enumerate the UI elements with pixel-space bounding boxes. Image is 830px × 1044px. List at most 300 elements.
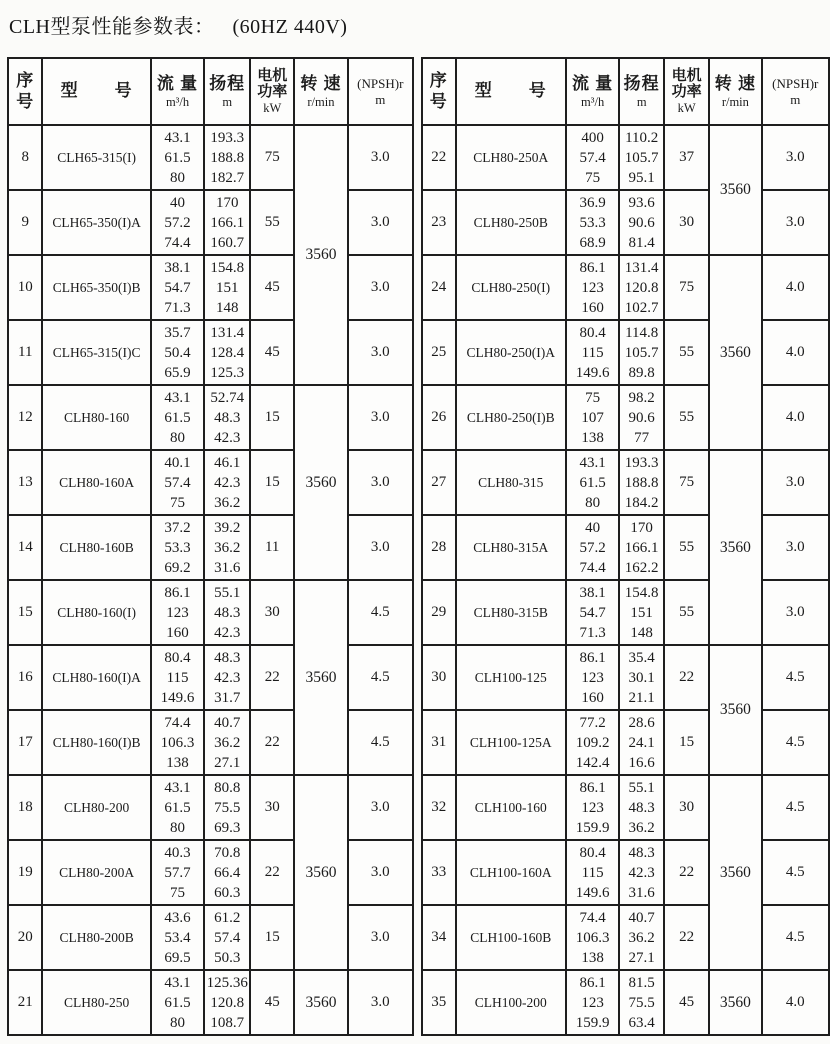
col-header-power-unit: kW [677,100,696,115]
head-cell-line: 120.8 [624,279,659,296]
head-cell-line: 40.7 [628,909,655,926]
head-cell-line: 48.3 [628,844,655,861]
flow-cell-line: 71.3 [579,624,606,641]
speed-cell: 3560 [294,385,347,580]
speed-cell: 3560 [709,255,761,450]
col-header-index-top: 序 [16,71,35,91]
col-header-power [664,58,709,125]
flow-cell-line: 86.1 [579,259,606,276]
head-cell-line: 160.7 [210,234,245,251]
model-cell: CLH100-160B [456,905,566,970]
power-cell: 75 [250,125,294,190]
model-cell: CLH65-315(I) [42,125,150,190]
flow-cell-line: 138 [581,429,604,446]
power-cell: 55 [664,320,709,385]
table-row [8,125,413,190]
npsh-cell: 4.5 [762,775,829,840]
npsh-cell: 3.0 [762,515,829,580]
col-header-speed-unit: r/min [307,94,335,109]
power-cell: 30 [250,580,294,645]
flow-cell [151,320,204,385]
head-cell-line: 184.2 [624,494,659,511]
head-cell-line: 81.4 [628,234,655,251]
row-number-cell: 17 [8,710,42,775]
flow-cell [566,385,619,450]
head-cell [204,775,250,840]
flow-cell [566,320,619,385]
flow-cell-line: 53.3 [579,214,606,231]
col-header-index [422,58,456,125]
table-row [8,450,413,515]
flow-cell-line: 43.1 [164,129,191,146]
model-cell: CLH100-125A [456,710,566,775]
head-cell [619,580,664,645]
table-row [8,970,413,1035]
table-row [8,710,413,775]
table-row [8,515,413,580]
head-cell-line: 31.6 [628,884,655,901]
head-cell-line: 131.4 [210,324,245,341]
head-cell [204,320,250,385]
col-header-npsh-unit: m [375,91,386,107]
flow-cell [151,905,204,970]
row-number-cell: 13 [8,450,42,515]
power-cell: 15 [250,450,294,515]
speed-cell: 3560 [709,450,761,645]
head-cell [619,775,664,840]
model-cell: CLH100-125 [456,645,566,710]
table-row [422,710,829,775]
npsh-cell: 4.0 [762,970,829,1035]
model-cell: CLH80-250(I) [456,255,566,320]
head-cell-line: 188.8 [210,149,245,166]
table-row [422,190,829,255]
left-table [7,57,414,1036]
power-cell: 30 [250,775,294,840]
row-number-cell: 9 [8,190,42,255]
head-cell-line: 28.6 [628,714,655,731]
flow-cell-line: 43.1 [164,974,191,991]
npsh-cell: 4.0 [762,320,829,385]
row-number-cell: 30 [422,645,456,710]
head-cell-line: 170 [630,519,653,536]
flow-cell-line: 68.9 [579,234,606,251]
head-cell-line: 170 [215,194,239,211]
head-cell [619,320,664,385]
head-cell-line: 27.1 [214,754,241,771]
flow-cell-line: 43.6 [164,909,191,926]
npsh-cell: 3.0 [762,125,829,190]
flow-cell [566,710,619,775]
col-header-index-bottom: 号 [429,91,448,111]
head-cell-line: 48.3 [214,604,241,621]
col-header-npsh [762,58,829,125]
flow-cell-line: 65.9 [164,364,191,381]
flow-cell [566,645,619,710]
head-cell [204,905,250,970]
flow-cell-line: 160 [166,624,189,641]
flow-cell [566,125,619,190]
col-header-power [250,58,294,125]
head-cell-line: 75.5 [628,994,655,1011]
head-cell-line: 148 [215,299,239,316]
head-cell-line: 102.7 [624,299,659,316]
head-cell-line: 114.8 [625,324,659,341]
flow-cell [151,775,204,840]
table-row [8,255,413,320]
title-text: CLH型泵性能参数表： [9,16,215,38]
head-cell [619,645,664,710]
model-cell: CLH100-160 [456,775,566,840]
head-cell-line: 95.1 [628,169,655,186]
tables-container [7,57,830,1036]
flow-cell-line: 43.1 [164,389,191,406]
col-header-flow-label: 流 量 [156,74,199,94]
row-number-cell: 27 [422,450,456,515]
flow-cell [566,775,619,840]
head-cell-line: 81.5 [628,974,655,991]
row-number-cell: 11 [8,320,42,385]
head-cell-line: 105.7 [624,344,659,361]
npsh-cell: 4.5 [762,645,829,710]
power-cell: 15 [250,385,294,450]
right-table-body [422,125,829,1035]
flow-cell-line: 149.6 [575,364,610,381]
head-cell-line: 46.1 [214,454,241,471]
model-cell: CLH80-200A [42,840,150,905]
flow-cell-line: 115 [581,344,604,361]
head-cell [204,255,250,320]
row-number-cell: 28 [422,515,456,580]
left-header-row [8,58,413,125]
flow-cell-line: 40.3 [164,844,191,861]
npsh-cell: 4.0 [762,385,829,450]
row-number-cell: 29 [422,580,456,645]
head-cell-line: 48.3 [214,649,241,666]
npsh-cell: 3.0 [348,775,413,840]
head-cell-line: 39.2 [214,519,241,536]
head-cell-line: 131.4 [624,259,659,276]
model-cell: CLH80-160(I)A [42,645,150,710]
head-cell-line: 66.4 [214,864,241,881]
head-cell-line: 21.1 [628,689,655,706]
flow-cell-line: 53.3 [164,539,191,556]
flow-cell-line: 75 [170,884,186,901]
power-cell: 55 [664,385,709,450]
head-cell-line: 193.3 [624,454,659,471]
flow-cell [151,515,204,580]
flow-cell [151,710,204,775]
flow-cell-line: 50.4 [164,344,191,361]
npsh-cell: 4.5 [348,580,413,645]
flow-cell-line: 86.1 [579,779,606,796]
flow-cell-line: 75 [585,389,601,406]
flow-cell-line: 77.2 [579,714,606,731]
flow-cell-line: 142.4 [575,754,610,771]
model-cell: CLH80-315 [456,450,566,515]
npsh-cell: 3.0 [348,385,413,450]
col-header-speed-label: 转 速 [300,74,342,94]
npsh-cell: 3.0 [348,970,413,1035]
head-cell-line: 80.8 [214,779,241,796]
flow-cell-line: 57.7 [164,864,191,881]
flow-cell-line: 74.4 [579,559,606,576]
table-row [422,450,829,515]
flow-cell [151,970,204,1035]
head-cell-line: 69.3 [214,819,241,836]
power-cell: 45 [250,255,294,320]
flow-cell-line: 115 [166,669,189,686]
row-number-cell: 31 [422,710,456,775]
page-title [9,10,830,39]
head-cell-line: 166.1 [624,539,659,556]
flow-cell [566,450,619,515]
flow-cell-line: 75 [585,169,601,186]
head-cell [619,970,664,1035]
table-row [422,125,829,190]
model-cell: CLH65-350(I)B [42,255,150,320]
flow-cell-line: 109.2 [575,734,610,751]
flow-cell-line: 159.9 [575,1014,610,1031]
head-cell-line: 70.8 [214,844,241,861]
power-cell: 22 [250,645,294,710]
head-cell-line: 24.1 [628,734,655,751]
flow-cell-line: 69.2 [164,559,191,576]
row-number-cell: 19 [8,840,42,905]
power-cell: 45 [664,970,709,1035]
flow-cell-line: 37.2 [164,519,191,536]
npsh-cell: 4.0 [762,255,829,320]
head-cell [204,125,250,190]
head-cell-line: 105.7 [624,149,659,166]
row-number-cell: 14 [8,515,42,580]
flow-cell [151,190,204,255]
head-cell-line: 31.7 [214,689,241,706]
head-cell-line: 154.8 [210,259,245,276]
model-cell: CLH80-250B [456,190,566,255]
head-cell [619,255,664,320]
flow-cell-line: 57.2 [579,539,606,556]
table-row [422,320,829,385]
flow-cell-line: 38.1 [164,259,191,276]
flow-cell [566,190,619,255]
col-header-npsh-unit: m [790,91,801,107]
flow-cell-line: 149.6 [575,884,610,901]
head-cell-line: 193.3 [210,129,245,146]
table-row [8,645,413,710]
flow-cell-line: 107 [581,409,604,426]
table-row [422,840,829,905]
head-cell-line: 110.2 [625,129,659,146]
head-cell-line: 148 [630,624,653,641]
head-cell-line: 125.3 [210,364,245,381]
head-cell-line: 35.4 [628,649,655,666]
flow-cell [566,515,619,580]
head-cell-line: 36.2 [214,539,241,556]
head-cell [619,515,664,580]
flow-cell-line: 74.4 [164,714,191,731]
col-header-npsh-label: (NPSH)r [357,75,404,91]
col-header-model: 型 号 [42,58,150,125]
model-cell: CLH100-160A [456,840,566,905]
npsh-cell: 3.0 [762,190,829,255]
head-cell-line: 48.3 [214,409,241,426]
right-table [421,57,830,1036]
table-row [8,320,413,385]
flow-cell [151,125,204,190]
row-number-cell: 35 [422,970,456,1035]
power-cell: 55 [664,515,709,580]
table-row [422,970,829,1035]
flow-cell-line: 75 [170,494,186,511]
flow-cell-line: 80.4 [579,844,606,861]
flow-cell-line: 57.4 [579,149,606,166]
col-header-index-top: 序 [429,71,448,91]
col-header-head [204,58,250,125]
col-header-power-line2: 功率 [671,84,702,101]
model-cell: CLH80-200B [42,905,150,970]
npsh-cell: 3.0 [348,125,413,190]
flow-cell-line: 86.1 [579,974,606,991]
model-cell: CLH80-315A [456,515,566,580]
col-header-flow [566,58,619,125]
flow-cell [566,840,619,905]
head-cell [619,125,664,190]
flow-cell-line: 80 [170,1014,186,1031]
row-number-cell: 15 [8,580,42,645]
head-cell [619,190,664,255]
head-cell-line: 90.6 [628,409,655,426]
head-cell-line: 60.3 [214,884,241,901]
flow-cell-line: 80 [170,819,186,836]
head-cell-line: 63.4 [628,1014,655,1031]
npsh-cell: 3.0 [348,320,413,385]
flow-cell-line: 123 [581,799,604,816]
flow-cell [151,255,204,320]
power-cell: 22 [664,645,709,710]
head-cell-line: 48.3 [628,799,655,816]
head-cell-line: 120.8 [210,994,245,1011]
power-cell: 30 [664,190,709,255]
head-cell [619,840,664,905]
col-header-head-label: 扬程 [623,74,660,94]
flow-cell-line: 38.1 [579,584,606,601]
col-header-flow-unit: m³/h [165,94,190,109]
table-row [422,385,829,450]
flow-cell [566,255,619,320]
table-row [8,385,413,450]
head-cell-line: 36.2 [214,494,241,511]
head-cell-line: 125.36 [206,974,248,991]
head-cell-line: 50.3 [214,949,241,966]
power-cell: 55 [250,190,294,255]
head-cell-line: 151 [215,279,239,296]
head-cell [204,450,250,515]
power-cell: 22 [250,710,294,775]
head-cell [619,385,664,450]
speed-cell: 3560 [709,970,761,1035]
flow-cell [151,385,204,450]
flow-cell-line: 54.7 [579,604,606,621]
power-cell: 11 [250,515,294,580]
speed-cell: 3560 [294,970,347,1035]
power-cell: 45 [250,970,294,1035]
row-number-cell: 20 [8,905,42,970]
col-header-index [8,58,42,125]
flow-cell-line: 138 [581,949,604,966]
model-cell: CLH80-160 [42,385,150,450]
flow-cell-line: 138 [166,754,189,771]
col-header-flow [151,58,204,125]
row-number-cell: 21 [8,970,42,1035]
flow-cell-line: 57.4 [164,474,191,491]
flow-cell-line: 35.7 [164,324,191,341]
head-cell-line: 42.3 [214,669,241,686]
flow-cell-line: 40 [170,194,186,211]
row-number-cell: 26 [422,385,456,450]
col-header-npsh [348,58,413,125]
head-cell-line: 52.74 [210,389,245,406]
head-cell-line: 108.7 [210,1014,245,1031]
col-header-power-line1: 电机 [671,67,702,84]
head-cell-line: 162.2 [624,559,659,576]
col-header-speed-label: 转 速 [714,74,756,94]
power-cell: 22 [664,840,709,905]
head-cell-line: 30.1 [628,669,655,686]
flow-cell [151,580,204,645]
table-row [422,775,829,840]
flow-cell-line: 160 [581,299,604,316]
flow-cell-line: 149.6 [160,689,195,706]
head-cell-line: 128.4 [210,344,245,361]
model-cell: CLH80-250(I)A [456,320,566,385]
head-cell-line: 188.8 [624,474,659,491]
model-cell: CLH65-315(I)C [42,320,150,385]
model-cell: CLH80-160(I)B [42,710,150,775]
head-cell-line: 182.7 [210,169,245,186]
col-header-head-label: 扬程 [209,74,246,94]
head-cell [204,840,250,905]
flow-cell-line: 74.4 [164,234,191,251]
flow-cell-line: 61.5 [164,994,191,1011]
npsh-cell: 3.0 [348,840,413,905]
flow-cell [566,970,619,1035]
flow-cell-line: 86.1 [579,649,606,666]
head-cell-line: 90.6 [628,214,655,231]
col-header-index-bottom: 号 [16,91,35,111]
col-header-model: 型 号 [456,58,566,125]
col-header-power-line2: 功率 [257,84,288,101]
flow-cell-line: 123 [581,994,604,1011]
head-cell-line: 40.7 [214,714,241,731]
col-header-speed-unit: r/min [721,94,749,109]
row-number-cell: 25 [422,320,456,385]
right-header-row [422,58,829,125]
power-cell: 22 [664,905,709,970]
row-number-cell: 33 [422,840,456,905]
col-header-head-unit: m [222,94,233,109]
npsh-cell: 4.5 [348,710,413,775]
head-cell-line: 42.3 [214,474,241,491]
col-header-speed [294,58,347,125]
row-number-cell: 12 [8,385,42,450]
head-cell-line: 89.8 [628,364,655,381]
head-cell [204,190,250,255]
table-row [8,580,413,645]
col-header-power-line1: 电机 [257,67,288,84]
head-cell-line: 77 [634,429,650,446]
head-cell-line: 166.1 [210,214,245,231]
